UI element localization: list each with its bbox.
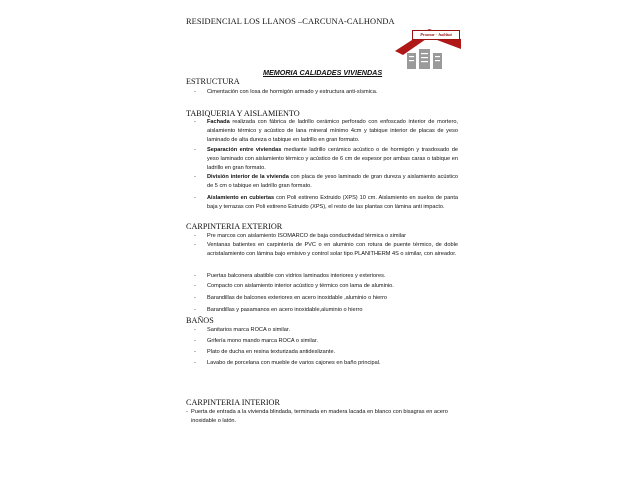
list-item: - Puertas balconera abatible con vidrios laminados interiores y exteriores. bbox=[194, 273, 386, 279]
logo-text: Promar - habitat bbox=[412, 30, 460, 40]
section-heading-banos: BAÑOS bbox=[186, 316, 214, 325]
list-item: - Barandillas y pasamanos en acero inoxidable,aluminio o hierro bbox=[194, 307, 363, 313]
list-item: - Cimentación con losa de hormigón armado y estructura anti-sísmica. bbox=[194, 89, 378, 95]
list-item: - Grifería mono mando marca ROCA o similar. bbox=[194, 338, 318, 344]
list-item: - Compacto con aislamiento interior acústico y térmico con lama de aluminio. bbox=[194, 283, 394, 289]
list-item: - Lavabo de porcelana con mueble de varios cajones en baño principal. bbox=[194, 360, 381, 366]
logo-building-center bbox=[419, 49, 430, 69]
list-item: - Barandillas de balcones exteriores en acero inoxidable ,aluminio o hierro bbox=[194, 295, 388, 301]
list-item: - Ventanas batientes en carpintería de PVC o en aluminio con rotura de puente térmico, de doble acristalamiento con lámina bajo emisivo y control solar tipo PLANITHERM 4S o similar, con aireador. bbox=[194, 242, 458, 258]
list-item: - Separación entre viviendas mediante ladrillo cerámico acústico o de hormigón y trasdosado de yeso laminado con aislamiento térmico y acústico de 6 cm de espesor por ambas caras o tabique en ladrillo en gran formato. bbox=[194, 147, 458, 172]
list-item: - Plato de ducha en resina texturizada antideslizante. bbox=[194, 349, 336, 355]
section-heading-tabiqueria: TABIQUERIA Y AISLAMIENTO bbox=[186, 109, 300, 118]
list-item: - Sanitarios marca ROCA o similar. bbox=[194, 327, 290, 333]
list-item: - Aislamiento en cubiertas con Poli estireno Extruido (XPS) 10 cm. Aislamiento en suelos de panta baja y terrazas con Poli estireno Estruido (XPS), el resto de las plantas con lámina anti impacto. bbox=[194, 195, 458, 211]
list-item: - División interior de la vivienda con placa de yeso laminado de gran dureza y aislamiento acústico de 5 cm o tabique en ladrillo gran formato. bbox=[194, 174, 458, 190]
memoria-title: MEMORIA CALIDADES VIVIENDAS bbox=[263, 68, 383, 77]
list-item: - Puerta de entrada a la vivienda blindada, terminada en madera lacada en blanco con bisagras en acero inoxidable o latón. bbox=[186, 409, 448, 425]
page-header-title: RESIDENCIAL LOS LLANOS –CARCUNA-CALHONDA bbox=[186, 17, 395, 26]
list-item: - Pre marcos con aislamiento ISOMARCO de baja conductividad térmica o similar bbox=[194, 233, 406, 239]
list-item: - Fachada realizada con fábrica de ladrillo cerámico perforado con enfoscado interior de mortero, aislamiento térmico y acústico de lana mineral mínimo 4cm y tabique interior de placas de yeso laminado de alta dureza o tabique en ladrillo en gran formato. bbox=[194, 119, 458, 144]
section-heading-carpinteria-interior: CARPINTERIA INTERIOR bbox=[186, 398, 280, 407]
section-heading-estructura: ESTRUCTURA bbox=[186, 77, 240, 86]
section-heading-carpinteria-exterior: CARPINTERIA EXTERIOR bbox=[186, 222, 283, 231]
